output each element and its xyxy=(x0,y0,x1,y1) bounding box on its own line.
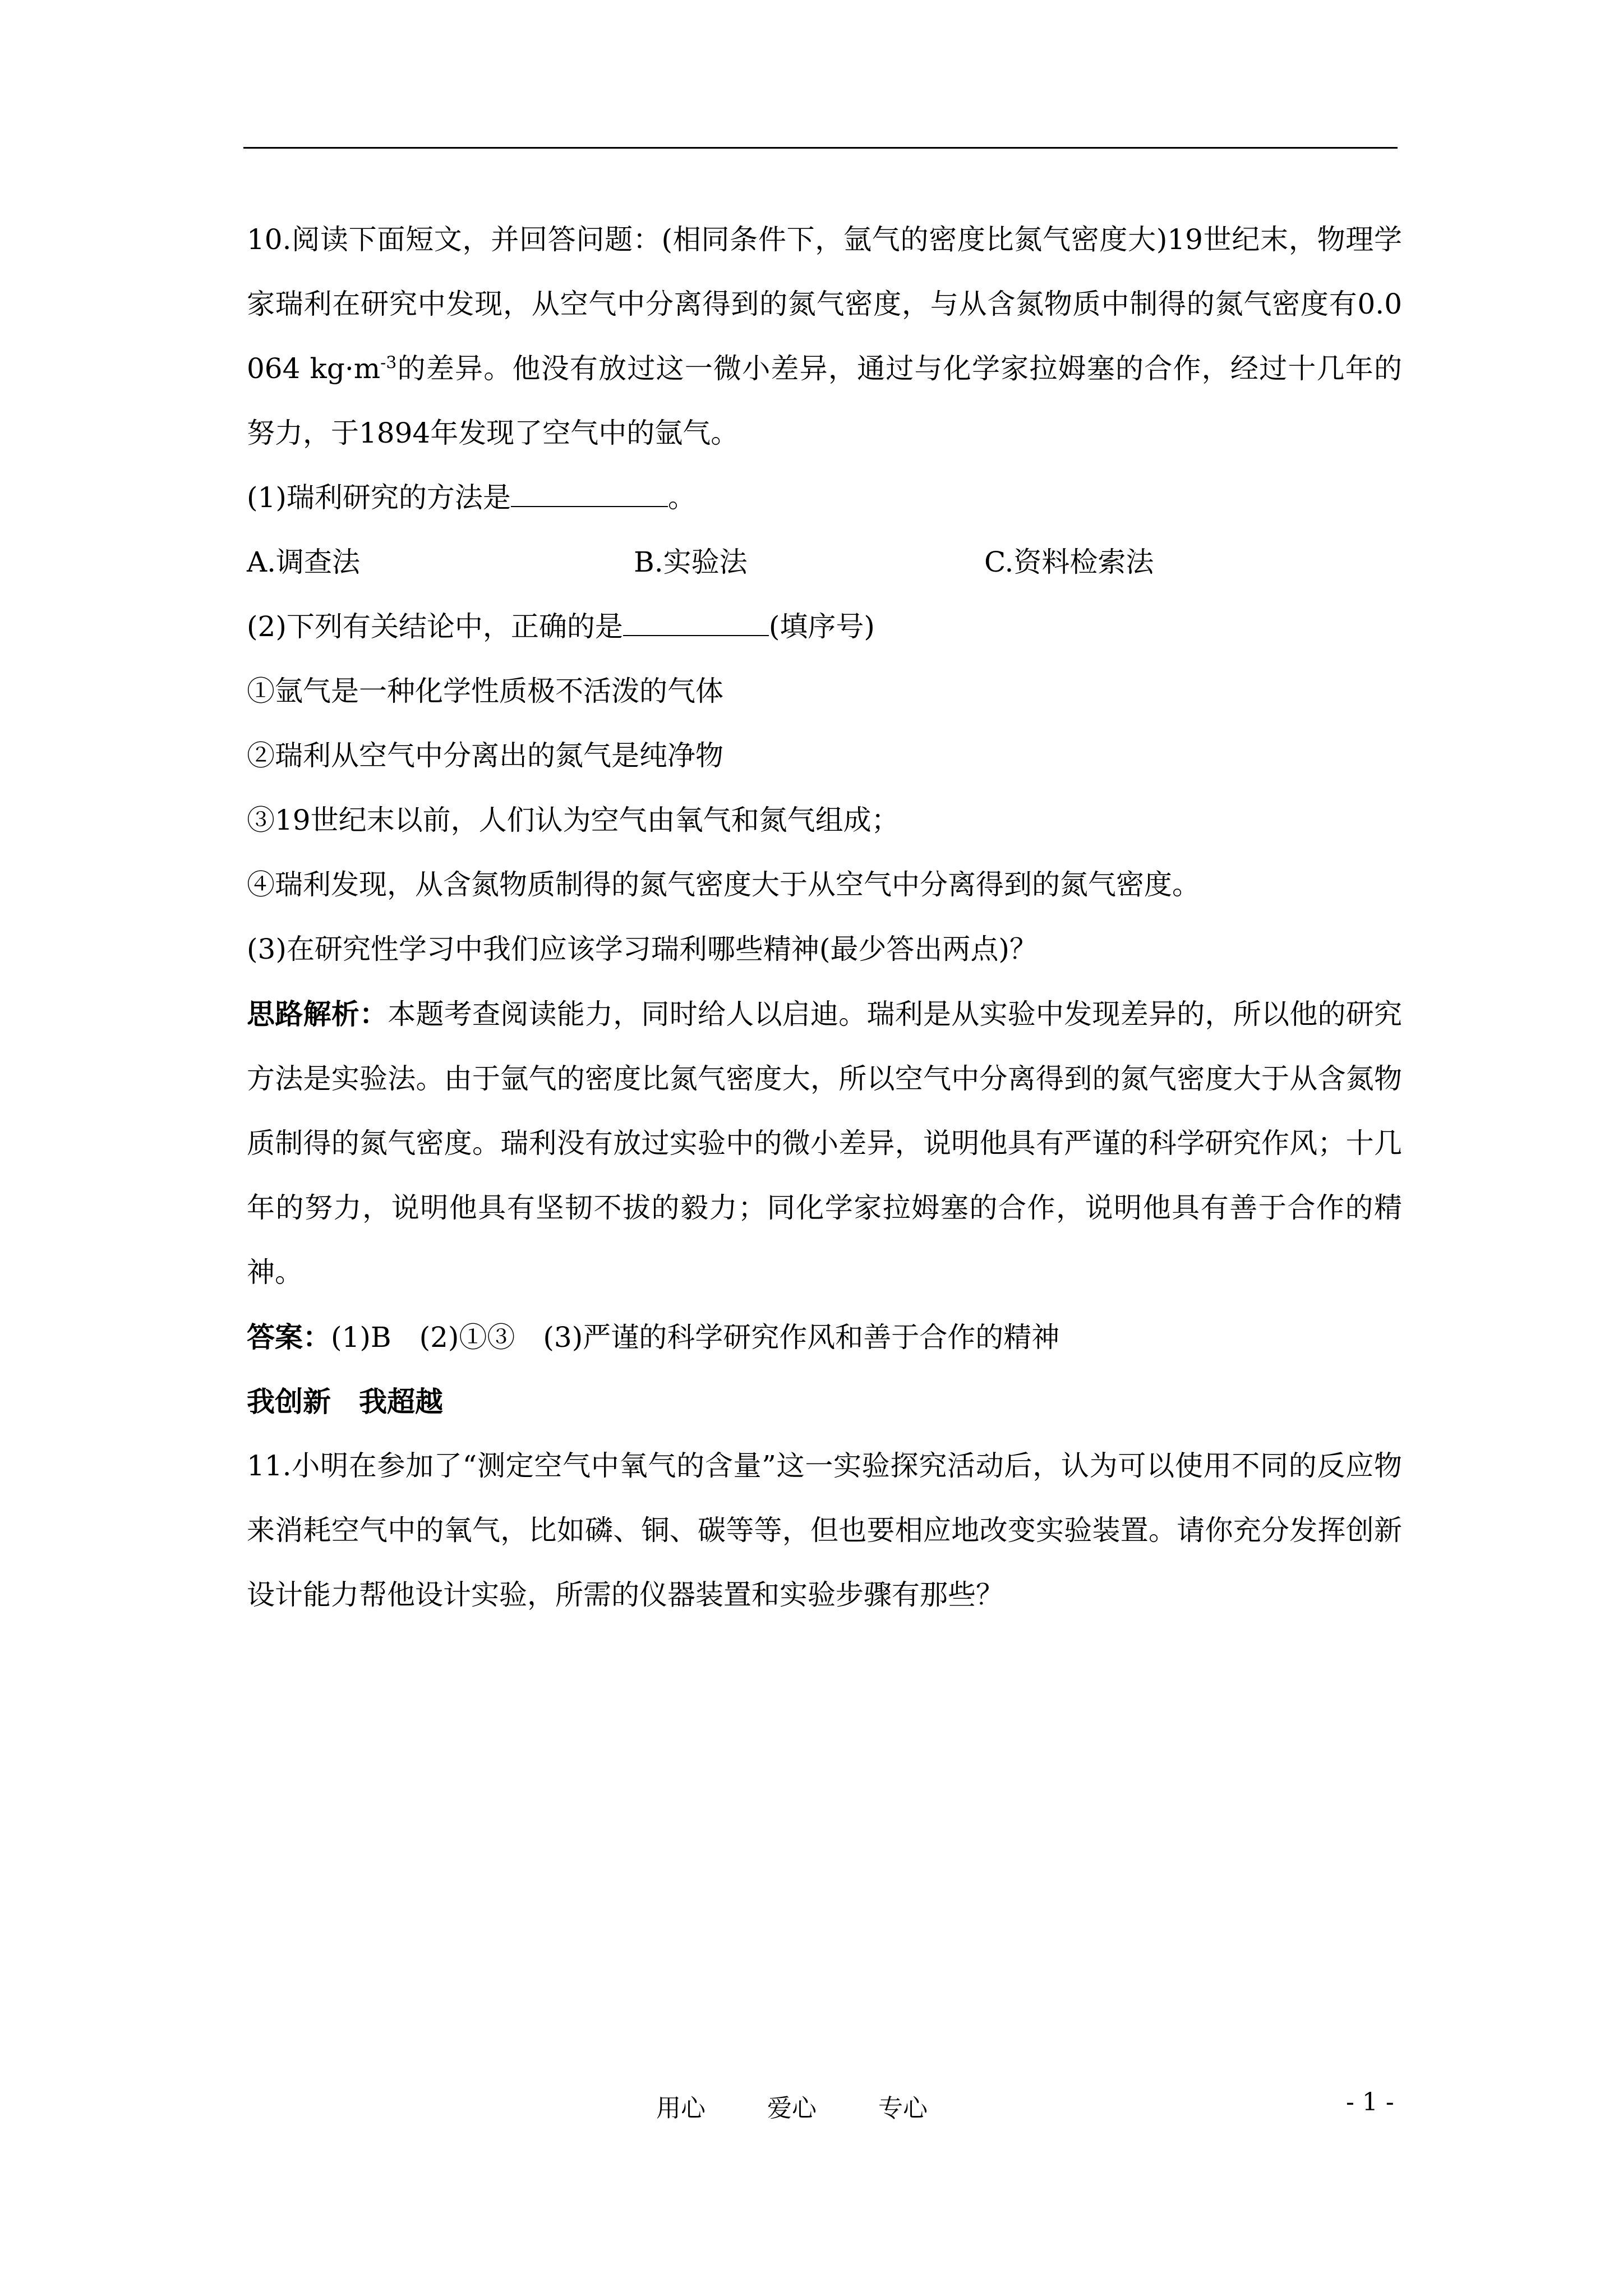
analysis-label: 思路解析： xyxy=(247,997,388,1030)
choice-a: A.调查法 xyxy=(247,546,361,578)
question-10-intro-rest: 的差异。他没有放过这一微小差异，通过与化学家拉姆塞的合作，经过十几年的努力，于1894年发现了空气中的氩气。 xyxy=(247,352,1402,449)
analysis-text: 本题考查阅读能力，同时给人以启迪。瑞利是从实验中发现差异的，所以他的研究方法是实验法。由于氩气的密度比氮气密度大，所以空气中分离得到的氮气密度大于从含氮物质制得的氮气密度。瑞利没有放过实验中的微小差异，说明他具有严谨的科学研究作风；十几年的努力，说明他具有坚韧不拔的毅力；同化学家拉姆塞的合作，说明他具有善于合作的精神。 xyxy=(247,998,1402,1289)
footer-motto xyxy=(656,2088,989,2124)
question-10-intro-text: 10.阅读下面短文，并回答问题：(相同条件下，氩气的密度比氮气密度大)19世纪末，物理学家瑞利在研究中发现，从空气中分离得到的氮气密度，与从含氮物质中制得的氮气密度有0.0064 kg·m xyxy=(247,223,1402,385)
document-body xyxy=(247,208,1402,1627)
sub-question-1-suffix: 。 xyxy=(667,481,696,514)
statement-4: ④瑞利发现，从含氮物质制得的氮气密度大于从空气中分离得到的氮气密度。 xyxy=(247,868,1200,901)
question-10-intro xyxy=(247,208,1402,466)
sub-question-2 xyxy=(247,595,1402,659)
sub-question-1-text: (1)瑞利研究的方法是 xyxy=(247,481,511,514)
statement-1: ①氩气是一种化学性质极不活泼的气体 xyxy=(247,675,723,707)
unit-exponent: -3 xyxy=(380,353,397,373)
footer-motto-1: 用心 xyxy=(656,2094,706,2123)
section-title: 我创新 我超越 xyxy=(247,1385,443,1418)
header-rule xyxy=(243,147,1398,149)
analysis xyxy=(247,982,1402,1305)
sub-question-1 xyxy=(247,466,1402,530)
sub-question-3: (3)在研究性学习中我们应该学习瑞利哪些精神(最少答出两点)？ xyxy=(247,933,1038,965)
answer-label: 答案： xyxy=(247,1320,331,1354)
footer-motto-3: 专心 xyxy=(878,2094,928,2123)
statement-3: ③19世纪末以前，人们认为空气由氧气和氮气组成； xyxy=(247,804,900,836)
choice-b: B.实验法 xyxy=(634,546,748,578)
question-11: 11.小明在参加了“测定空气中氧气的含量”这一实验探究活动后，认为可以使用不同的反应物来消耗空气中的氧气，比如磷、铜、碳等等，但也要相应地改变实验装置。请你充分发挥创新设计能力帮他设计实验，所需的仪器装置和实验步骤有那些？ xyxy=(247,1450,1402,1611)
answer-blank-2[interactable] xyxy=(623,609,769,636)
answer xyxy=(247,1305,1402,1369)
sub-question-2-text: (2)下列有关结论中，正确的是 xyxy=(247,610,623,643)
footer-motto-2: 爱心 xyxy=(767,2094,817,2123)
sub-question-2-suffix: (填序号) xyxy=(768,610,875,643)
statement-2: ②瑞利从空气中分离出的氮气是纯净物 xyxy=(247,739,723,772)
choice-row xyxy=(247,530,1402,595)
choice-c: C.资料检索法 xyxy=(984,546,1154,578)
answer-blank-1[interactable] xyxy=(511,480,668,507)
answer-text: (1)B (2)①③ (3)严谨的科学研究作风和善于合作的精神 xyxy=(331,1321,1060,1354)
page-number: - 1 - xyxy=(1346,2088,1394,2116)
